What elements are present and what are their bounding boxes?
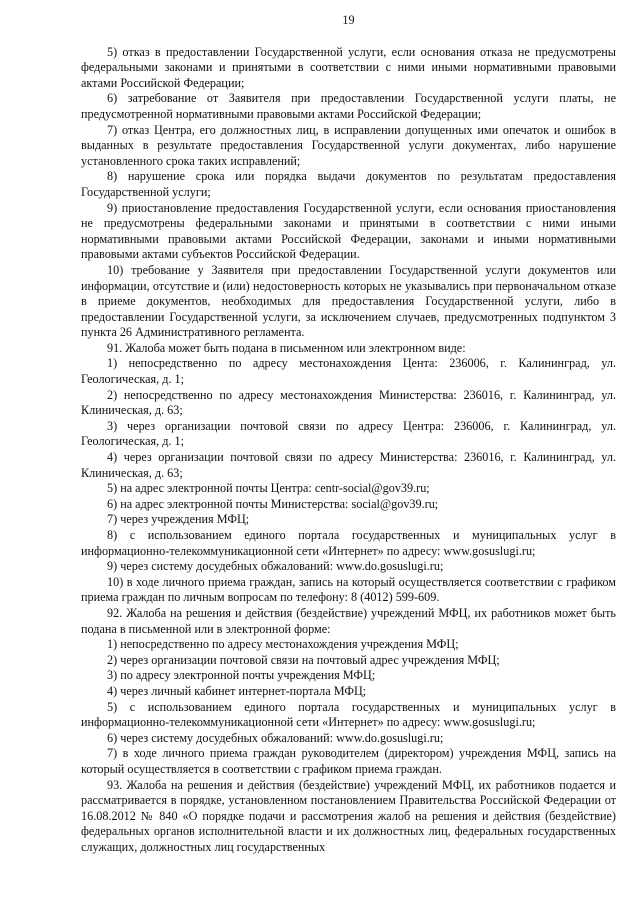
paragraph: 1) непосредственно по адресу местонахождения Цента: 236006, г. Калининград, ул. Геологическая, д. 1;: [81, 356, 616, 387]
paragraph: 2) через организации почтовой связи на почтовый адрес учреждения МФЦ;: [107, 652, 500, 667]
page-number: 19: [342, 13, 355, 27]
paragraph: 5) с использованием единого портала государственных и муниципальных услуг в информационно-телекоммуникационной сети «Интернет» по адресу: www.gosuslugi.ru;: [81, 699, 616, 730]
paragraph: 10) требование у Заявителя при предоставлении Государственной услуги документов или информации, отсутствие и (или) недостоверность которых не указывались при первоначальном отказе в приеме документов, необходимых для предоставления Государственной услуги, либо в предоставлении Государственной услуги, за исключением случаев, предусмотренных подпунктом 3 пункта 26 Административного регламента.: [81, 262, 616, 340]
paragraph: 8) нарушение срока или порядка выдачи документов по результатам предоставления Государственной услуги;: [81, 169, 616, 199]
paragraph: 5) на адрес электронной почты Центра: centr-social@gov39.ru;: [107, 481, 430, 496]
paragraph: 7) через учреждения МФЦ;: [107, 512, 250, 527]
paragraph: 6) затребование от Заявителя при предоставлении Государственной услуги платы, не предусмотренной нормативными правовыми актами Российской Федерации;: [81, 91, 616, 121]
paragraph: 2) непосредственно по адресу местонахождения Министерства: 236016, г. Калининград, ул. Клиническая, д. 63;: [81, 387, 616, 418]
paragraph: 4) через организации почтовой связи по адресу Министерства: 236016, г. Калининград, ул. Клиническая, д. 63;: [81, 450, 616, 480]
paragraph: 5) отказ в предоставлении Государственной услуги, если основания отказа не предусмотрены федеральными законами и принятыми в соответствии с ними иными нормативными правовыми актами Российской Федерации;: [81, 44, 616, 90]
paragraph: 3) по адресу электронной почты учреждения МФЦ;: [107, 668, 376, 683]
paragraph: 6) на адрес электронной почты Министерства: social@gov39.ru;: [107, 496, 439, 511]
paragraph: 7) отказ Центра, его должностных лиц, в исправлении допущенных ими опечаток и ошибок в выданных в результате предоставления Государственной услуги документах, либо нарушение установленного срока таких исправлений;: [81, 122, 616, 168]
paragraph: 9) приостановление предоставления Государственной услуги, если основания приостановления не предусмотрены федеральными законами и принятыми в соответствии с ними иными нормативными правовыми актами Российской Федерации, законами и иными нормативными правовыми актами субъектов Российской Федерации.: [81, 200, 616, 262]
paragraph: 8) с использованием единого портала государственных и муниципальных услуг в информационно-телекоммуникационной сети «Интернет» по адресу: www.gosuslugi.ru;: [81, 528, 616, 558]
paragraph: 91. Жалоба может быть подана в письменном или электронном виде:: [107, 340, 466, 355]
document-body: [81, 45, 616, 856]
paragraph: 3) через организации почтовой связи по адресу Центра: 236006, г. Калининград, ул. Геологическая, д. 1;: [81, 418, 616, 449]
paragraph: 4) через личный кабинет интернет-портала МФЦ;: [107, 683, 367, 698]
paragraph: 6) через систему досудебных обжалований: www.do.gosuslugi.ru;: [107, 730, 444, 745]
paragraph: 1) непосредственно по адресу местонахождения учреждения МФЦ;: [107, 637, 459, 652]
paragraph: 93. Жалоба на решения и действия (бездействие) учреждений МФЦ, их работников подается и рассматривается в порядке, установленном постановлением Правительства Российской Федерации от 16.08.2012 № 840 «О порядке подачи и рассмотрения жалоб на решения и действия (бездействие) федеральных органов исполнительной власти и их должностных лиц, федеральных государственных служащих, должностных лиц государственных: [81, 777, 616, 854]
paragraph: 9) через систему досудебных обжалований: www.do.gosuslugi.ru;: [107, 559, 444, 574]
paragraph: 7) в ходе личного приема граждан руководителем (директором) учреждения МФЦ, запись на который осуществляется в соответствии с графиком приема граждан.: [81, 746, 616, 776]
paragraph: 92. Жалоба на решения и действия (бездействие) учреждений МФЦ, их работников может быть подана в письменной или в электронной форме:: [81, 605, 616, 636]
paragraph: 10) в ходе личного приема граждан, запись на который осуществляется соответствии с графиком приема граждан по личным вопросам по телефону: 8 (4012) 599-609.: [81, 574, 616, 605]
